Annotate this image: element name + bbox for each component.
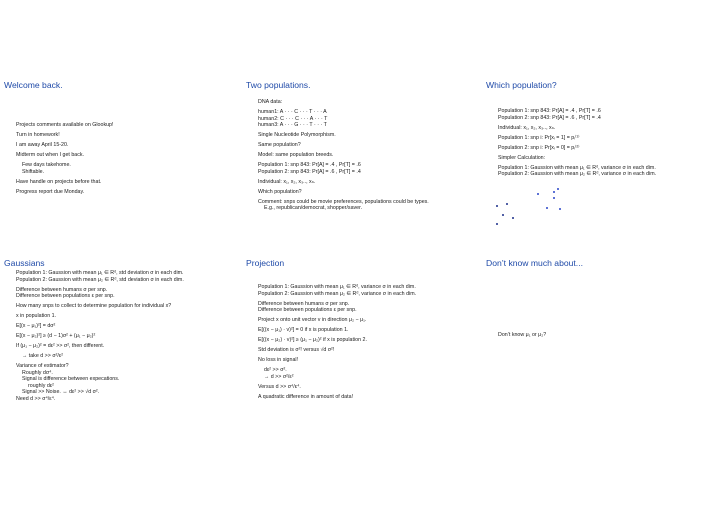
text-line: Shiftable. [22,168,45,175]
text-line: E[(x − μ₁)²] = dσ² [16,323,56,330]
scatter-dot [559,208,561,210]
text-line: Individual: x₁, x₂, x₃.., xₙ. [498,124,556,131]
text-line: Population 1: snp 843: Pr[A] = .4 , Pr[T] = .6 [498,108,601,114]
text-line: Model: same population breeds. [258,152,334,159]
text-line: E.g., republican/democrat, shopper/saver. [264,205,363,212]
text-line: human3: A · · · G · · · T · · · T [258,122,327,129]
text-line: Projects comments available on Glookup! [16,122,114,128]
text-line: Progress report due Monday. [16,188,85,195]
gaussian-scatter [496,188,576,233]
text-line: Population 2: snp 843: Pr[A] = .6 , Pr[T] = .4 [498,114,601,121]
text-line: human2: C · · · C · · · A · · · T [258,115,328,122]
text-line: human1: A · · · C · · · T · · · A [258,108,327,115]
text-line: Population 2: Gaussion with mean μ₂ ∈ Rᵈ, variance σ in each dim. [258,290,417,297]
text-line: If (μ₁ − μ₂)² = dε² >> σ², then different. [16,343,105,350]
text-line: Population 2: snp i: Pr[xᵢ = 0] = pᵢ⁽²⁾ [498,144,580,151]
slide-two-populations [242,0,474,255]
text-line: Comment: snps could be movie preferences, populations could be types. [258,198,429,205]
text-line: Population 1: snp i: Pr[xᵢ = 1] = pᵢ⁽¹⁾ [498,134,580,141]
scatter-dot [557,188,559,190]
scatter-dot [496,223,498,225]
text-line: Population 2: snp 843: Pr[A] = .6 , Pr[T] = .4 [258,168,361,175]
text-line: Difference between populations ε per snp. [258,307,357,314]
text-line: Have handle on projects before that. [16,178,102,185]
slide-title: Projection [246,258,285,268]
text-line: Which population? [258,188,302,195]
slide-title: Which population? [486,80,557,90]
text-line: Population 1: Gaussion with mean μ₁ ∈ Rᵈ, variance σ in each dim. [498,164,656,171]
slide-body [16,122,228,198]
text-line: Std deviation is σ²! versus √d σ²! [258,347,335,354]
slide-body [258,284,470,404]
slide-title: Don’t know much about... [486,258,583,268]
text-line: A quadratic difference in amount of data! [258,393,354,400]
text-line: I am away April 15-20. [16,141,69,148]
text-line: E[((x − μ₂) · v)²] ≥ (μ₁ − μ₂)² if x is population 2. [258,337,367,344]
text-line: Versus d >> σ⁴/ε⁴. [258,383,301,390]
text-line: E[(x − μ₂)²] ≥ (d − 1)σ² + (μ₁ − μ₂)² [16,333,96,340]
slide-body [498,332,710,342]
slide-title: Gaussians [4,258,45,268]
text-line: Population 1: Gaussion with mean μ₁ ∈ Rᵈ, variance σ in each dim. [258,284,416,290]
text-line: dε² >> σ². [264,367,287,374]
text-line: Population 2: Gaussion with mean μ₂ ∈ Rᵈ, std deviation σ in each dim. [16,276,184,283]
scatter-dot [502,214,504,216]
text-line: Population 1: Gaussion with mean μ₁ ∈ Rᵈ, std deviation σ in each dim. [16,270,184,276]
text-line: Project x onto unit vector v in direction μ₂ − μ₁. [258,317,367,324]
scatter-dot [512,217,514,219]
text-line: Difference between humans σ per snp. [16,286,108,293]
text-line: Single Nucleotide Polymorphism. [258,132,336,139]
slide-body [498,108,710,181]
text-line: Turn in homework! [16,131,60,138]
text-line: How many snps to collect to determine population for individual x? [16,303,172,310]
scatter-dot [506,203,508,205]
text-line: roughly dε² [28,382,54,389]
text-line: Individual: x₁, x₂, x₃.., xₙ. [258,178,316,185]
scatter-dot [553,191,555,193]
scatter-dot [546,207,548,209]
slide-body [258,99,470,215]
text-line: Don’t know μ₁ or μ₂? [498,332,547,338]
text-line: Midterm out when I get back. [16,151,85,158]
text-line: → d >> σ²/ε² [264,373,294,380]
scatter-dot [553,197,555,199]
slide-projection [242,255,474,437]
text-line: Difference between populations ε per snp. [16,293,115,300]
text-line: No loss in signal! [258,357,299,364]
text-line: E[((x − μ₁) · v)²] = 0 if x is population 1. [258,327,349,334]
slide-title: Welcome back. [4,80,63,90]
slide-title: Two populations. [246,80,311,90]
scatter-dot [537,193,539,195]
slide-welcome-back [0,0,232,255]
text-line: DNA data: [258,99,283,105]
text-line: Same population? [258,142,301,149]
slide-gaussians [0,255,232,437]
text-line: Signal >> Noise. ↔ dε² >> √d σ². [22,389,100,396]
text-line: → take d >> σ²/ε² [22,353,63,360]
slide-dont-know [482,255,714,437]
slide-which-population [482,0,714,255]
text-line: Roughly dσ⁴. [22,369,53,376]
text-line: x in population 1. [16,313,57,320]
text-line: Variance of estimator? [16,363,69,370]
text-line: Simpler Calculation: [498,154,546,161]
scatter-dot [496,205,498,207]
text-line: Population 1: snp 843: Pr[A] = .4 , Pr[T] = .6 [258,162,361,169]
text-line: Population 2: Gaussion with mean μ₂ ∈ Rᵈ, variance σ in each dim. [498,171,657,178]
text-line: Few days takehome. [22,161,71,168]
text-line: Need d >> σ⁴/ε⁴. [16,396,56,403]
text-line: Difference between humans σ per snp. [258,300,350,307]
slide-body [16,270,228,403]
text-line: Signal is difference between expecations. [22,376,120,383]
